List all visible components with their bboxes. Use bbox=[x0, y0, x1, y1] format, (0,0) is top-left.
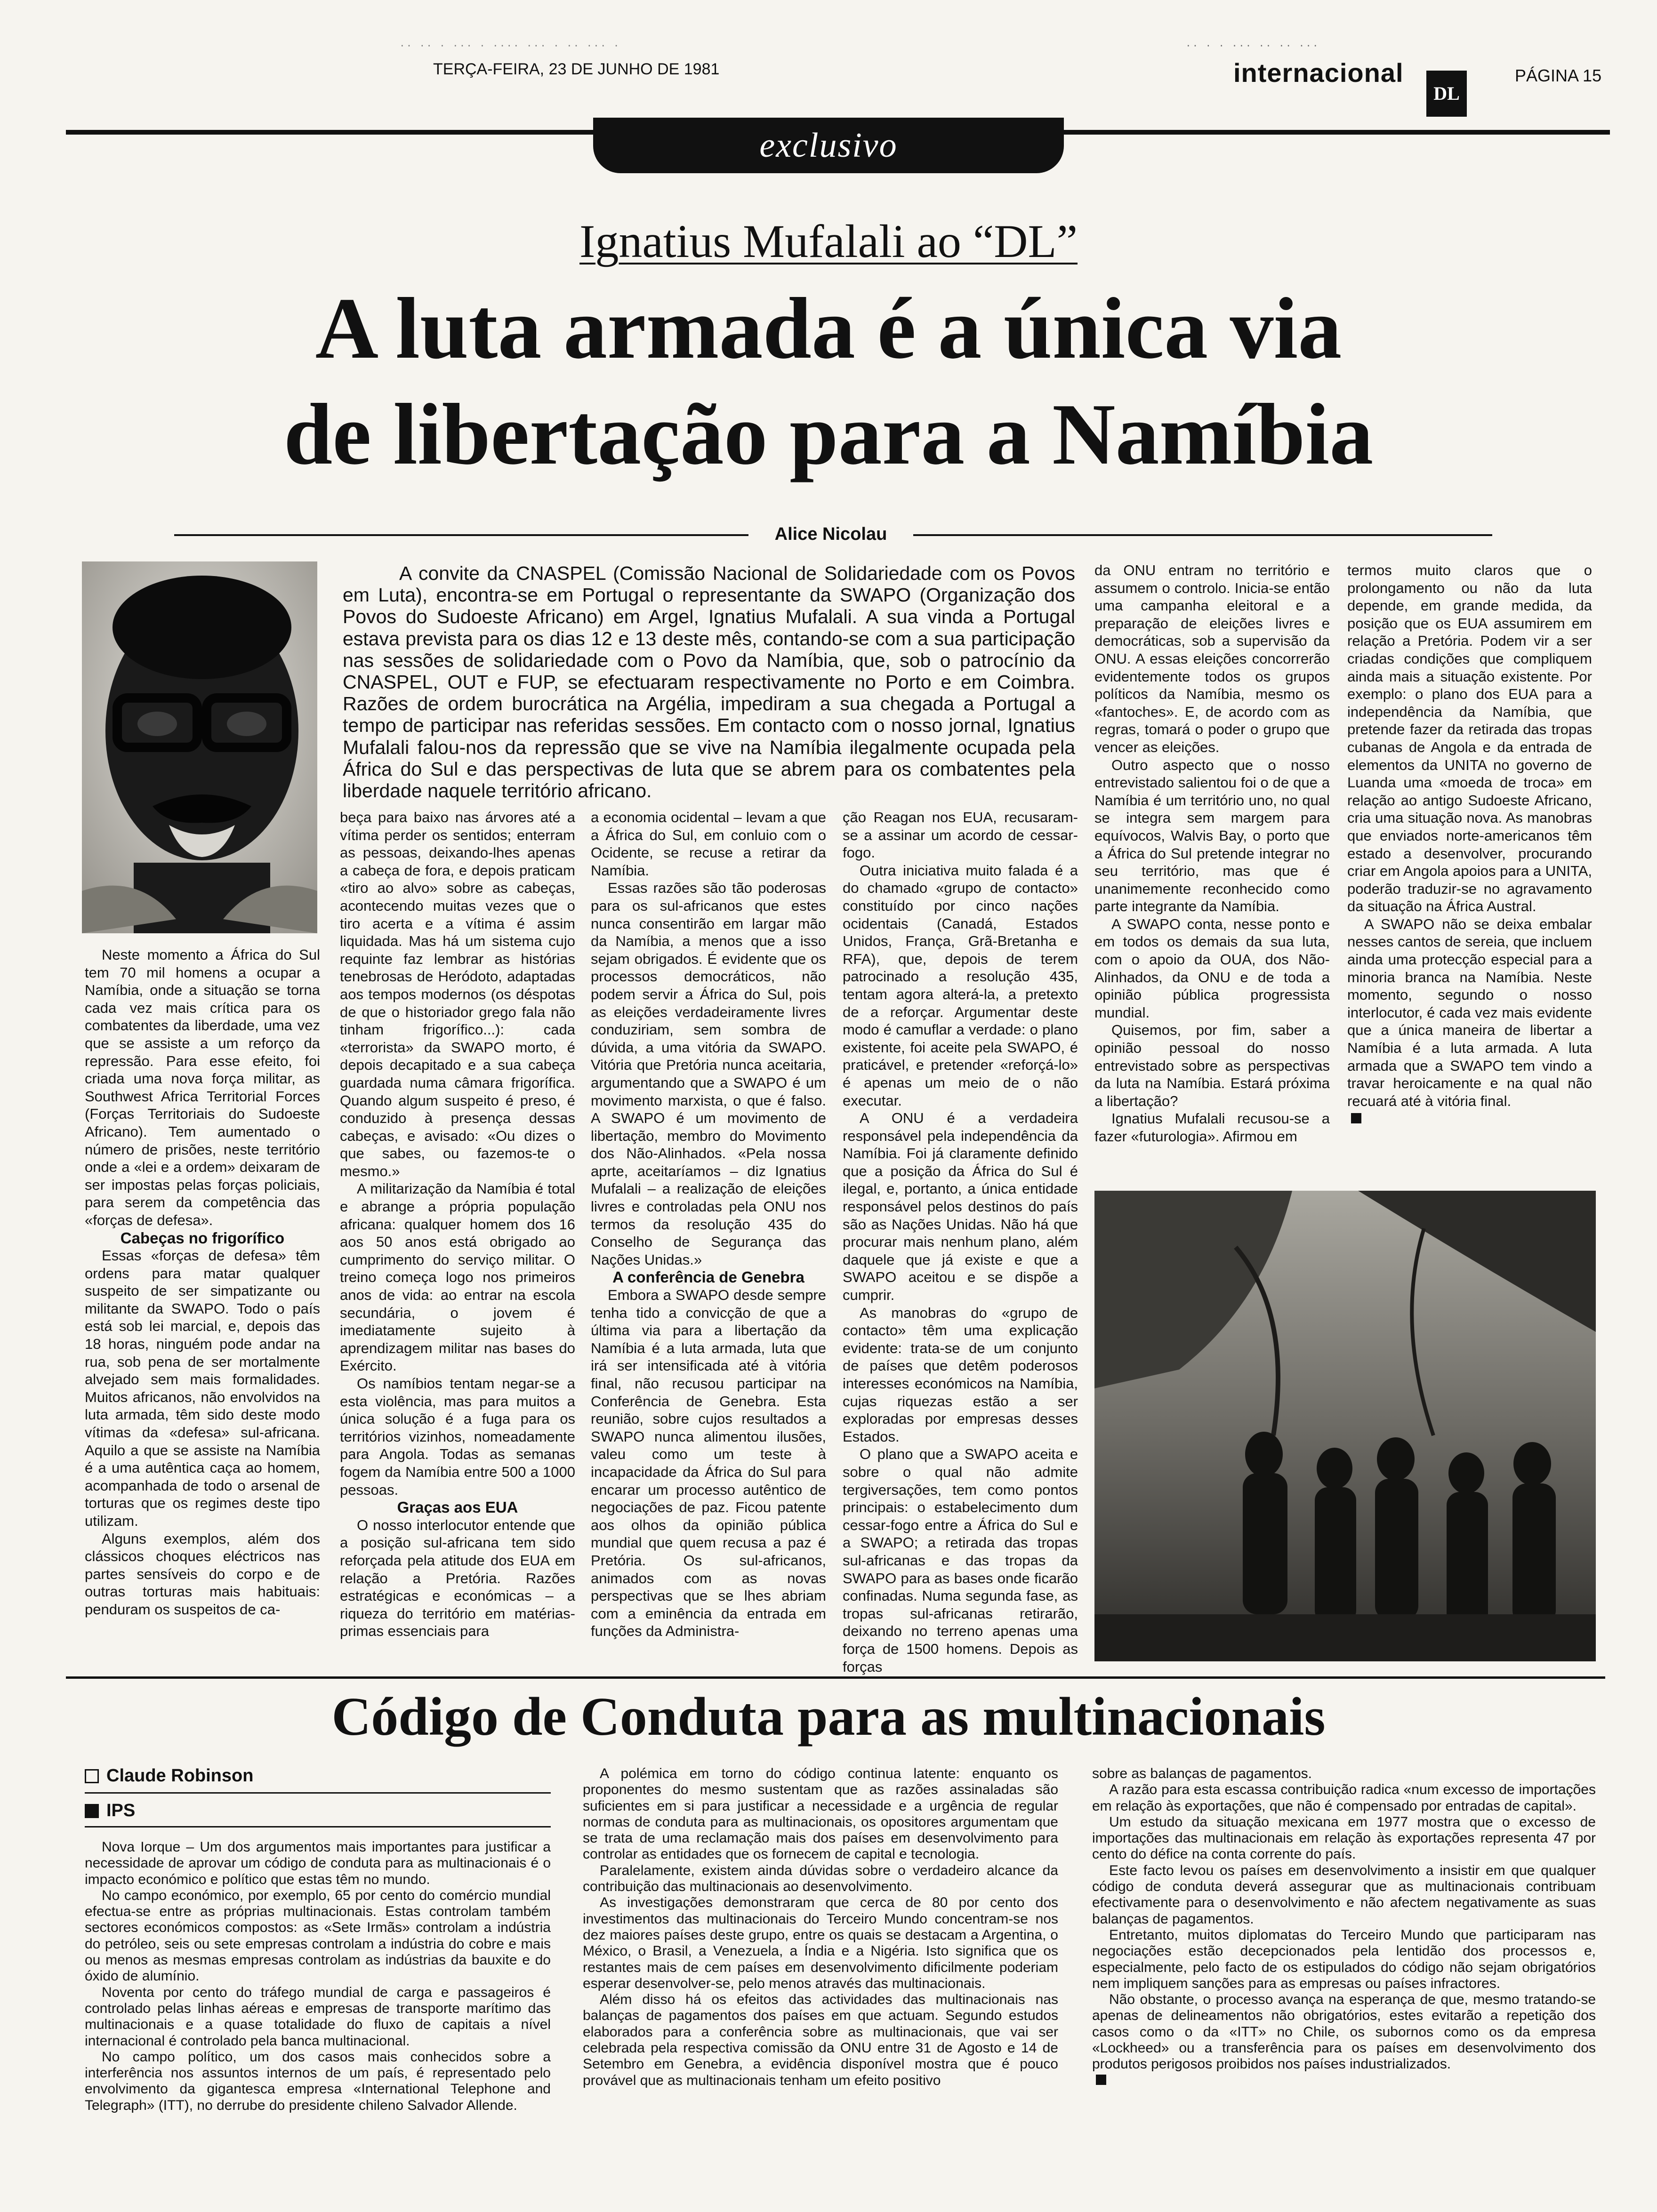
group-photo bbox=[1094, 1191, 1596, 1661]
article1-col4-paragraph: Outra iniciativa muito falada é a do chamado «grupo de contacto» constituído por cinco nações ocidentais (Canadá, Estados Unidos, França, Grã-Bretanha e RFA), que, depois de terem patrocinado a resolução 435, tentam agora alterá-la, a pretexto de a reforçar. Argumentar deste modo é camuflar a verdade: o plano existente, foi aceite pela SWAPO, é praticável, e pretender «reforçá-lo» é apenas um meio de o não executar. bbox=[843, 862, 1078, 1109]
article2-agency-row bbox=[85, 1801, 135, 1821]
group-photo-illustration bbox=[1094, 1191, 1596, 1661]
article2-col1-paragraph: No campo económico, por exemplo, 65 por cento do comércio mundial efectua-se entre as próprias multinacionais. Estas controlam também sectores económicos compostos: as «Sete Irmãs» controlam a indústria do petróleo, seis ou sete empresas controlam a indústria do cobre e mais ou menos as mesmas empresas controlam as indústrias da bauxite e do óxido de alumínio. bbox=[85, 1887, 551, 1984]
subhead-cabecas: Cabeças no frigorífico bbox=[120, 1229, 285, 1247]
article1-col3-paragraph: Essas razões são tão poderosas para os sul-africanos que estes nunca consentirão em largar mão da Namíbia, a menos que a isso sejam obrigados. É evidente que os processos democráticos, não podem servir a África do Sul, pois as eleições verdadeiramente livres conduziriam, sem sombra de dúvida, a uma vitória da SWAPO. Vitória que Pretória nunca aceitaria, argumentando que a SWAPO é um movimento marxista, o que é falso. A SWAPO é um movimento de libertação, membro do Movimento dos Não-Alinhados. «Pela nossa aprte, aceitaríamos – diz Ignatius Mufalali – a realização de eleições livres e controladas pela ONU nos termos da resolução 435 do Conselho de Segurança das Nações Unidas.» bbox=[591, 880, 826, 1268]
article1-col2-paragraph: beça para baixo nas árvores até a vítima perder os sentidos; enterram as pessoas, deixando-lhes apenas a cabeça de fora, e depois praticam «tiro ao alvo» sobre as cabeças, acontecendo muitas vezes que o tiro acerta e a vítima é assim liquidada. Mas há um sistema cujo requinte faz lembrar as histórias tenebrosas de Heródoto, adaptadas aos tempos modernos (os déspotas de que o historiador grego fala não tinham frigorífico...): cada «terrorista» da SWAPO morto, é depois decapitado e a sua cabeça guardada numa câmara frigorífica. Quando algum suspeito é preso, é conduzido à presença dessas cabeças, e avisado: «Ou dizes o que sabes, ou fazemos-te o mesmo.» bbox=[340, 809, 575, 1179]
byline-rule-right bbox=[913, 534, 1492, 536]
agency-rule bbox=[85, 1826, 551, 1827]
article1-col3-paragraph: a economia ocidental – levam a que a África do Sul, em conluio com o Ocidente, se recuse a retirar da Namíbia. bbox=[591, 809, 826, 879]
article2-col3-paragraph: Este facto levou os países em desenvolvimento a insistir em que qualquer código de conduta deverá assegurar que as multinacionais contribuam efectivamente para o desenvolvimento e não afectem negativamente as suas balanças de pagamentos. bbox=[1092, 1862, 1596, 1927]
section-title: internacional bbox=[1233, 58, 1404, 88]
top-rule-right bbox=[1064, 130, 1610, 135]
author-rule bbox=[85, 1792, 551, 1794]
article2-col1-paragraph: Noventa por cento do tráfego mundial de carga e passageiros é controlado pelas linhas aéreas e empresas de transporte marítimo das multinacionais e a quase totalidade do fluxo de capitais a nível internacional é controlado pela banca multinacional. bbox=[85, 1984, 551, 2049]
article1-col6-paragraph: termos muito claros que o prolongamento ou não da luta depende, em grande medida, da posição que os EUA assumirem em relação a Pretória. Podem vir a ser criadas condições que compliquem ainda mais a situação existente. Por exemplo: o plano dos EUA para a independência da Namíbia, que pretende fazer da retirada das tropas cubanas de Angola e da entrada de elementos da UNITA no governo de Luanda uma «moeda de troca» em relação ao antigo Sudoeste Africano, cria uma situação nova. As manobras que enviados norte-americanos têm estado a desenvolver, procurando criar em Angola apoios para a UNITA, poderão traduzir-se no agravamento da situação na África Austral. bbox=[1347, 562, 1592, 915]
article1-col5-paragraph: A SWAPO conta, nesse ponto e em todos os demais da sua luta, com o apoio da OUA, dos Não-Alinhados, da ONU e de toda a opinião pública progressista mundial. bbox=[1094, 915, 1330, 1021]
article1-lead bbox=[343, 562, 1075, 801]
article1-col5-paragraph: Outro aspecto que o nosso entrevistado salientou foi o de que a Namíbia é um território uno, no qual se integra sem margem para equívocos, Walvis Bay, o porto que a África do Sul pretende integrar no seu território, mas que é unanimemente reconhecido como parte integrante da Namíbia. bbox=[1094, 756, 1330, 915]
article2-column-1 bbox=[85, 1839, 551, 2114]
article1-col4-paragraph: O plano que a SWAPO aceita e sobre o qual não admite tergiversações, tem como pontos principais: o estabelecimento dum cessar-fogo entre a África do Sul e a SWAPO; a retirada das tropas sul-africanas e das tropas da SWAPO para as bases onde ficarão confinadas. Numa segunda fase, as tropas sul-africanas retirarão, deixando no terreno apenas uma força de 1500 homens. Depois as forças bbox=[843, 1446, 1078, 1675]
article2-col1-paragraph: Nova Iorque – Um dos argumentos mais importantes para justificar a necessidade de aprovar um código de conduta para as multinacionais é o impacto económico e político que estas têm no mundo. bbox=[85, 1839, 551, 1887]
article1-col2-paragraph: A militarização da Namíbia é total e abrange a própria população africana: qualquer homem dos 16 aos 50 anos está obrigado ao cumprimento do serviço militar. O treino começa logo nos primeiros anos de vida: ao entrar na escola secundária, o jovem é imediatamente sujeito à aprendizagem militar nas bases do Exército. bbox=[340, 1180, 575, 1374]
subhead-gracas: Graças aos EUA bbox=[397, 1499, 518, 1516]
end-mark bbox=[1096, 2075, 1106, 2085]
article2-col2-paragraph: Além disso há os efeitos das actividades das multinacionais nas balanças de pagamentos dos países em que actuam. Segundo estudos elaborados para a conferência sobre as multinacionais, que vai ser celebrada pela respectiva comissão da ONU entre 31 de Agosto e 14 de Setembro em Genebra, a evidência disponível mostra que é pouco provável que as multinacionais tenham um efeito positivo bbox=[583, 1992, 1058, 2088]
article2-col1-paragraph: No campo político, um dos casos mais conhecidos sobre a interferência nos assuntos internos de um país, é representado pelo envolvimento da gigantesca empresa «International Telephone and Telegraph» (ITT), no derrube do presidente chileno Salvador Allende. bbox=[85, 2049, 551, 2113]
author-box-icon bbox=[85, 1769, 99, 1783]
subhead-genebra: A conferência de Genebra bbox=[612, 1268, 804, 1286]
article2-column-2 bbox=[583, 1766, 1058, 2089]
article1-headline-line2: de libertação para a Namíbia bbox=[283, 386, 1374, 483]
article1-column-5 bbox=[1094, 561, 1330, 1146]
article1-col3b-paragraph: Embora a SWAPO desde sempre tenha tido a convicção de que a última via para a libertação da Namíbia é a luta armada, luta que irá ser intensificada até à vitória final, não recusou participar na Conferência de Genebra. Esta reunião, sobre cujos resultados a SWAPO nunca alimentou ilusões, valeu como um teste à incapacidade da África do Sul para encarar um processo autêntico de negociações de paz. Ficou patente aos olhos da opinião pública mundial que quem recusa a paz é Pretória. Os sul-africanos, animados com as novas perspectivas que se lhes abriam com a eminência da entrada em funções da Administra- bbox=[591, 1287, 826, 1640]
article2-col3-paragraph: A razão para esta escassa contribuição radica «num excesso de importações em relação às exportações, que não é compensado por entradas de capital». bbox=[1092, 1782, 1596, 1814]
article2-headline: Código de Conduta para as multinacionais bbox=[331, 1687, 1326, 1747]
article1-col1b-paragraph: Essas «forças de defesa» têm ordens para matar qualquer suspeito de ser simpatizante ou militante da SWAPO. Todo o país está sob lei marcial, e, depois das 18 horas, ninguém pode andar na rua, sob pena de ser mortalmente alvejado sem mais formalidades. Muitos africanos, não envolvidos na luta armada, têm sido deste modo vítimas da «defesa» sul-africana. Aquilo a que se assiste na Namíbia é a uma autêntica caça ao homem, acompanhada de todo o arsenal de torturas que os regimes deste tipo utilizam. bbox=[85, 1247, 320, 1529]
page-number: PÁGINA 15 bbox=[1515, 66, 1602, 85]
article2-column-3 bbox=[1092, 1766, 1596, 2089]
article1-column-4 bbox=[843, 809, 1078, 1675]
article1-col2b-paragraph: O nosso interlocutor entende que a posição sul-africana tem sido reforçada pela atitude dos EUA em relação a Pretória. Razões estratégicas e económicas – a riqueza do território em matérias-primas essenciais para bbox=[340, 1516, 575, 1640]
portrait-illustration bbox=[82, 561, 317, 933]
article2-col3-paragraph: Não obstante, o processo avança na esperança de que, mesmo tratando-se apenas de delineamentos não obrigatórios, estes evitarão a repetição dos casos como o da «ITT» no Chile, os subornos como os da empresa «Lockheed» ou a transferência para os países em desenvolvimento dos produtos perigosos proibidos nos países industrializados. bbox=[1092, 1992, 1596, 2072]
article2-top-rule bbox=[66, 1676, 1605, 1679]
article1-column-1 bbox=[85, 946, 320, 1619]
article2-agency: IPS bbox=[106, 1801, 136, 1820]
article1-col5-paragraph: da ONU entram no território e assumem o controlo. Inicia-se então uma campanha eleitoral e a preparação de eleições livres e democráticas, sob a supervisão da ONU. A essas eleições concorrerão evidentemente todos os grupos políticos da Namíbia, mesmo os «fantoches». E, de acordo com as regras, tomará o poder o grupo que vencer as eleições. bbox=[1094, 562, 1330, 755]
article2-author-row bbox=[85, 1766, 253, 1786]
section-badge: DL bbox=[1426, 71, 1467, 117]
article2-col2-paragraph: A polémica em torno do código continua latente: enquanto os proponentes do mesmo sustentam que as razões assinaladas são suficientes em si para justificar a necessidade e a urgência de regular normas de conduta para as multinacionais, os opositores argumentam que se trata de uma reclamação mais dos países em desenvolvimento para controlar as entidades que os fornecem de capital e tecnologia. bbox=[583, 1766, 1058, 1862]
issue-date: TERÇA-FEIRA, 23 DE JUNHO DE 1981 bbox=[433, 60, 720, 78]
article2-col3-paragraph: Um estudo da situação mexicana em 1977 mostra que o excesso de importações das multinacionais em relação às exportações representa 47 por cento do défice na conta corrente do país. bbox=[1092, 1814, 1596, 1862]
faint-top-right-text: ·· · · ··· ·· ·· ··· bbox=[1186, 38, 1320, 52]
article1-col4-paragraph: A ONU é a verdadeira responsável pela independência da Namíbia. Foi já claramente definido que a posição da África do Sul é ilegal, e, portanto, a única entidade responsável pelos destinos do país são as Nações Unidas. Não há que procurar mais nenhum plano, além daquele que já existe e que a SWAPO aceitou e se dispõe a cumprir. bbox=[843, 1110, 1078, 1304]
article1-column-2 bbox=[340, 809, 575, 1640]
article1-col2-paragraph: Os namíbios tentam negar-se a esta violência, mas para muitos a única solução é a fuga para os territórios vizinhos, nomeadamente para Angola. Todas as semanas fogem da Namíbia entre 500 a 1000 pessoas. bbox=[340, 1375, 575, 1498]
article1-headline-line1: A luta armada é a única via bbox=[315, 280, 1342, 377]
article1-column-3 bbox=[591, 809, 826, 1640]
agency-square-icon bbox=[85, 1804, 99, 1818]
article1-col4-paragraph: As manobras do «grupo de contacto» têm uma explicação evidente: trata-se de um conjunto de países que detêm poderosos interesses económicos na Namíbia, cujas riquezas estão a ser exploradas por empresas desses Estados. bbox=[843, 1304, 1078, 1445]
top-rule-left bbox=[66, 130, 593, 135]
exclusive-banner-text: exclusivo bbox=[759, 126, 898, 165]
article1-col1-paragraph: Neste momento a África do Sul tem 70 mil homens a ocupar a Namíbia, onde a situação se torna cada vez mais crítica para os combatentes da liberdade, uma vez que se assiste a um reforço da repressão. Para esse efeito, foi criada uma nova força militar, as Southwest Africa Territorial Forces (Forças Territoriais do Sudoeste Africano). Tem aumentado o número de prisões, neste território onde a «lei e a ordem» deixaram de ser impostas pelas forças policiais, para serem da competência das «forças de defesa». bbox=[85, 946, 320, 1228]
article1-col5-paragraph: Quisemos, por fim, saber a opinião pessoal do nosso entrevistado sobre as perspectivas da luta na Namíbia. Estará próxima a libertação? bbox=[1094, 1022, 1330, 1109]
article1-kicker: Ignatius Mufalali ao “DL” bbox=[579, 215, 1078, 267]
article1-lead-text: A convite da CNASPEL (Comissão Nacional de Solidariedade com os Povos em Luta), encontra-se em Portugal o representante da SWAPO (Organização dos Povos do Sudoeste Africano) em Argel, Ignatius Mufalali. A sua vinda a Portugal estava prevista para os dias 12 e 13 deste mês, contando-se com a sua participação nas sessões de solidariedade com o Povo da Namíbia, que, sob o patrocínio da CNASPEL, OUT e FUP, se efectuaram respectivamente no Porto e em Coimbra. Razões de ordem burocrática na Argélia, impediram a sua chegada a Portugal a tempo de participar nas referidas sessões. Em contacto com o nosso jornal, Ignatius Mufalali falou-nos da repressão que se vive na Namíbia ilegalmente ocupada pela África do Sul e das perspectivas de luta que se abrem para os combatentes pela liberdade naquele território africano. bbox=[343, 562, 1075, 802]
article1-col1b-paragraph: Alguns exemplos, além dos clássicos choques eléctricos nas partes sensíveis do corpo e de outras torturas mais habituais: penduram os suspeitos de ca- bbox=[85, 1530, 320, 1618]
article1-byline: Alice Nicolau bbox=[774, 524, 887, 544]
exclusive-banner bbox=[593, 118, 1064, 173]
faint-top-left-text: ·· ·· · ··· · ···· ··· · ·· ··· · bbox=[400, 38, 621, 52]
article2-col3-paragraph: sobre as balanças de pagamentos. bbox=[1092, 1766, 1312, 1781]
article2-author: Claude Robinson bbox=[106, 1766, 254, 1786]
article1-col5-paragraph: Ignatius Mufalali recusou-se a fazer «futurologia». Afirmou em bbox=[1094, 1110, 1330, 1145]
byline-rule-left bbox=[174, 534, 748, 536]
article2-col3-paragraph: Entretanto, muitos diplomatas do Terceiro Mundo que participaram nas negociações estão decepcionados pela lentidão dos processos e, especialmente, pelo facto de os estipulados do código não sejam obrigatórios nem impliquem sanções para as empresas ou países infractores. bbox=[1092, 1927, 1596, 1991]
article2-col2-paragraph: As investigações demonstraram que cerca de 80 por cento dos investimentos das multinacionais do Terceiro Mundo concentram-se nos dez maiores países deste grupo, entre os quais se destacam a Argentina, o México, o Brasil, a Venezuela, a Índia e a Nigéria. Isto significa que os restantes mais de cem países em desenvolvimento dificilmente poderiam esperar desenvolver-se, pelo menos através das multinacionais. bbox=[583, 1895, 1058, 1991]
article1-col6-paragraph: A SWAPO não se deixa embalar nesses cantos de sereia, que incluem ainda uma protecção especial para a minoria branca na Namíbia. Neste momento, segundo o nosso interlocutor, é cada vez mais evidente que a única maneira de libertar a Namíbia é a luta armada. A luta armada que a SWAPO tem vindo a travar heroicamente e na qual não recuará até à vitória final. bbox=[1347, 915, 1592, 1109]
article1-column-6 bbox=[1347, 561, 1592, 1128]
article2-col2-paragraph: Paralelamente, existem ainda dúvidas sobre o verdadeiro alcance da contribuição das multinacionais ao desenvolvimento. bbox=[583, 1862, 1058, 1895]
end-mark bbox=[1351, 1113, 1361, 1123]
portrait-photo bbox=[82, 561, 317, 933]
article1-col4-paragraph: ção Reagan nos EUA, recusaram-se a assinar um acordo de cessar-fogo. bbox=[843, 809, 1078, 861]
